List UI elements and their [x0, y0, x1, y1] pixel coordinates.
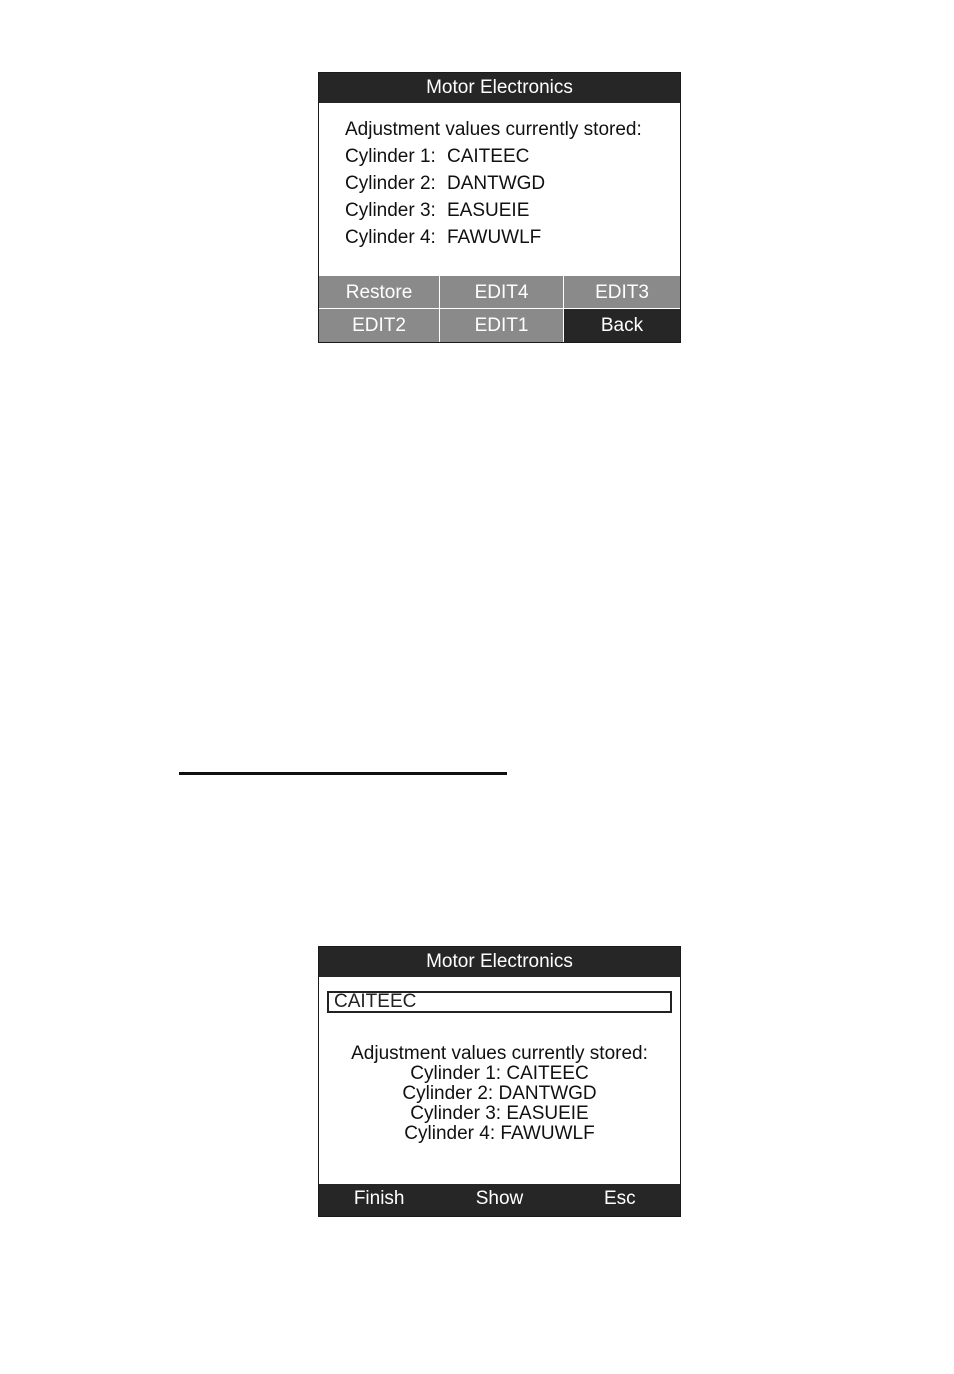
- cylinder-row: [345, 170, 642, 197]
- cylinder-value: EASUEIE: [447, 200, 530, 221]
- cylinder-line: Cylinder 1: CAITEEC: [410, 1063, 589, 1084]
- cylinder-label: Cylinder 4:: [345, 227, 436, 248]
- cylinder-label: Cylinder 2:: [345, 173, 436, 194]
- edit4-button[interactable]: EDIT4: [440, 276, 564, 309]
- cylinder-row: [345, 197, 642, 224]
- motor-electronics-screen-values: [318, 72, 681, 343]
- show-button[interactable]: Show: [475, 1188, 524, 1209]
- stored-values-heading: Adjustment values currently stored:: [345, 119, 642, 140]
- restore-button[interactable]: Restore: [319, 276, 440, 309]
- adjustment-value-input[interactable]: CAITEEC: [327, 991, 672, 1013]
- edit1-button[interactable]: EDIT1: [440, 309, 564, 342]
- screen-title: Motor Electronics: [319, 947, 680, 977]
- cylinder-line: Cylinder 4: FAWUWLF: [404, 1123, 595, 1144]
- stored-values-panel: [319, 1044, 680, 1144]
- function-button-grid: [319, 276, 680, 342]
- cylinder-row: [345, 143, 642, 170]
- section-divider: [179, 772, 507, 775]
- stored-values-panel: [345, 116, 642, 251]
- esc-button[interactable]: Esc: [603, 1188, 636, 1209]
- cylinder-line: Cylinder 3: EASUEIE: [410, 1103, 589, 1124]
- cylinder-value: CAITEEC: [447, 146, 530, 167]
- edit3-button[interactable]: EDIT3: [564, 276, 680, 309]
- stored-values-heading: Adjustment values currently stored:: [351, 1043, 648, 1064]
- motor-electronics-screen-edit: [318, 946, 681, 1217]
- cylinder-label: Cylinder 3:: [345, 200, 436, 221]
- screen-title: Motor Electronics: [319, 73, 680, 103]
- bottom-button-bar: [319, 1184, 680, 1216]
- cylinder-label: Cylinder 1:: [345, 146, 436, 167]
- edit2-button[interactable]: EDIT2: [319, 309, 440, 342]
- cylinder-row: [345, 224, 642, 251]
- back-button[interactable]: Back: [564, 309, 680, 342]
- finish-button[interactable]: Finish: [353, 1188, 405, 1209]
- cylinder-line: Cylinder 2: DANTWGD: [402, 1083, 597, 1104]
- cylinder-value: FAWUWLF: [447, 227, 542, 248]
- cylinder-value: DANTWGD: [447, 173, 546, 194]
